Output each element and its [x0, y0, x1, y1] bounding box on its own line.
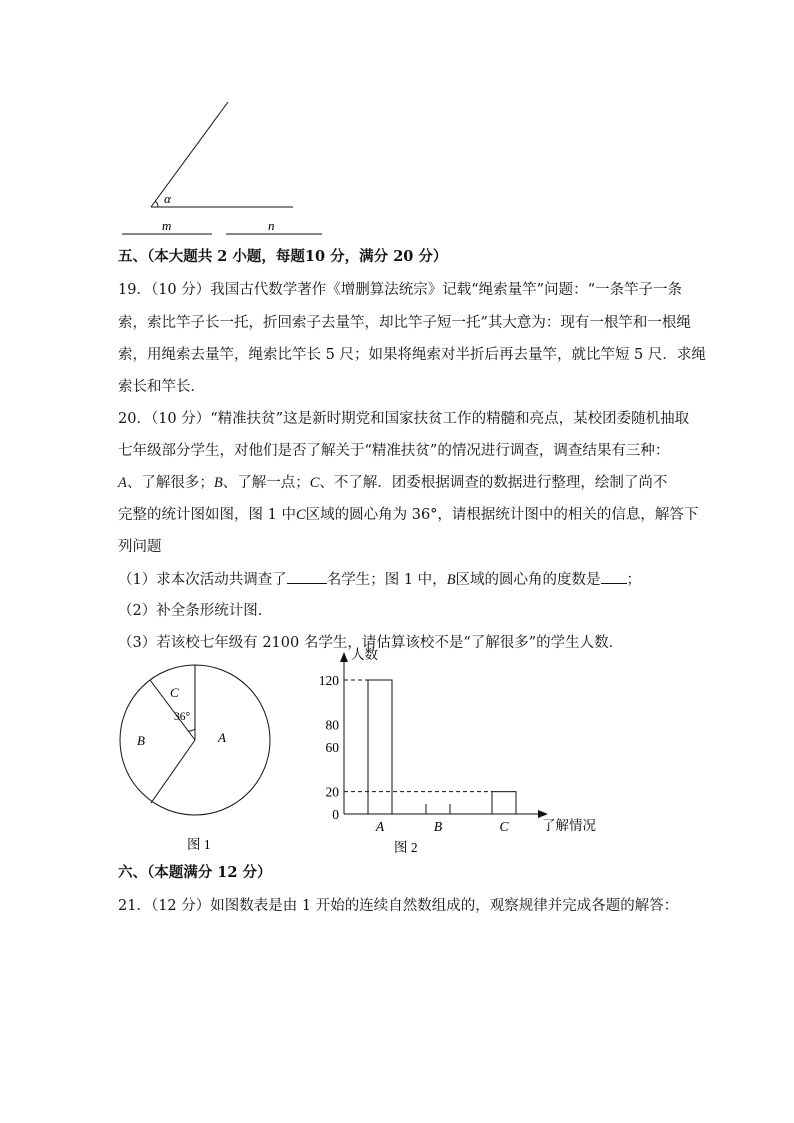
- q19-line1: 19．（10 分）我国古代数学著作《增删算法统宗》记载“绳索量竿”问题：“一条竿子一条: [118, 282, 682, 298]
- angle-arc: [155, 201, 158, 207]
- pie-label-a: A: [218, 730, 226, 745]
- var-c-2: C: [295, 507, 306, 523]
- q19-line2: 索，索比竿子长一托，折回索子去量竿，却比竿子短一托”其大意为：现有一根竿和一根绳: [118, 315, 691, 331]
- section5-title: 五、（本大题共 2 小题，每题10 分，满分 20 分）: [118, 248, 448, 265]
- var-b-2: B: [446, 572, 456, 588]
- q20-line3-part-b: 、了解很多；: [126, 475, 214, 491]
- q20-line5: 列问题: [118, 539, 162, 555]
- q20-sub3: （3）若该校七年级有 2100 名学生，请估算该校不是“了解很多”的学生人数．: [118, 635, 624, 651]
- x-tick-label: B: [433, 819, 443, 834]
- q20-line1: 20．（10 分）“精准扶贫”这是新时期党和国家扶贫工作的精髓和亮点，某校团委随机抽取: [118, 411, 690, 427]
- alpha-label: α: [164, 191, 171, 206]
- bar-caption: 图 2: [394, 840, 418, 855]
- pie-caption: 图 1: [187, 837, 211, 852]
- x-axis-arrow: [538, 810, 548, 818]
- y-tick-label: 20: [325, 784, 339, 800]
- answer-blank-2[interactable]: [601, 569, 627, 584]
- q20-sub1-d: 区域的圆心角的度数是: [455, 572, 601, 588]
- x-tick-label: A: [375, 819, 385, 834]
- var-c: C: [309, 475, 320, 491]
- q20-line2: 七年级部分学生，对他们是否了解关于“精准扶贫”的情况进行调查，调查结果有三种：: [118, 443, 670, 459]
- pie-label-c: C: [170, 685, 179, 700]
- q19-line4: 索长和竿长．: [118, 379, 205, 395]
- angle-ray: [151, 102, 228, 207]
- x-tick-label: C: [499, 819, 509, 834]
- segment-n-label: n: [268, 218, 275, 233]
- pie-label-angle: 36°: [174, 711, 191, 723]
- angle-figure: [118, 98, 328, 238]
- y-tick-label: 0: [332, 807, 339, 822]
- y-tick-label: 60: [325, 740, 339, 755]
- var-a: A: [118, 475, 127, 491]
- pie-label-b: B: [137, 733, 145, 748]
- q20-line4: [118, 505, 699, 525]
- q20-sub1-e: ；: [626, 572, 642, 588]
- q20-line3: [118, 473, 688, 493]
- q20-sub1: [118, 569, 688, 590]
- segment-m-label: m: [162, 218, 172, 233]
- pie-chart: [110, 662, 280, 862]
- q19-line3: 索，用绳索去量竿，绳索比竿长 5 尺；如果将绳索对半折后再去量竿，就比竿短 5 尺．求绳: [118, 347, 706, 363]
- y-tick-label: 80: [325, 717, 339, 733]
- q20-sub1-b: 名学生；图 1 中，: [326, 572, 447, 588]
- pie-angle-arc: [188, 729, 195, 731]
- q21-line1: 21．（12 分）如图数表是由 1 开始的连续自然数组成的，观察规律并完成各题的解答：: [118, 898, 679, 914]
- x-axis-label: 了解情况: [542, 818, 596, 833]
- q20-line3-part-d: 、了解一点；: [222, 475, 310, 491]
- bar-chart: [310, 642, 610, 862]
- bar-C: [492, 792, 516, 814]
- q20-line3-part-f: 、不了解．团委根据调查的数据进行整理，绘制了尚不: [319, 475, 668, 491]
- bar-A: [368, 680, 392, 814]
- y-axis-arrow: [340, 652, 348, 662]
- q20-line4-part-c: 区域的圆心角为 36°，请根据统计图中的相关的信息，解答下: [305, 507, 699, 523]
- q20-line4-part-a: 完整的统计图如图，图 1 中: [118, 507, 296, 523]
- q20-sub2: （2）补全条形统计图．: [118, 603, 273, 619]
- pie-radius-b: [151, 740, 195, 803]
- var-b: B: [213, 475, 223, 491]
- y-axis-label: 人数: [351, 647, 378, 662]
- answer-blank-1[interactable]: [287, 569, 327, 584]
- q20-sub1-a: （1）求本次活动共调查了: [118, 572, 287, 588]
- y-tick-label: 120: [318, 673, 339, 688]
- section6-title: 六、（本题满分 12 分）: [118, 864, 272, 881]
